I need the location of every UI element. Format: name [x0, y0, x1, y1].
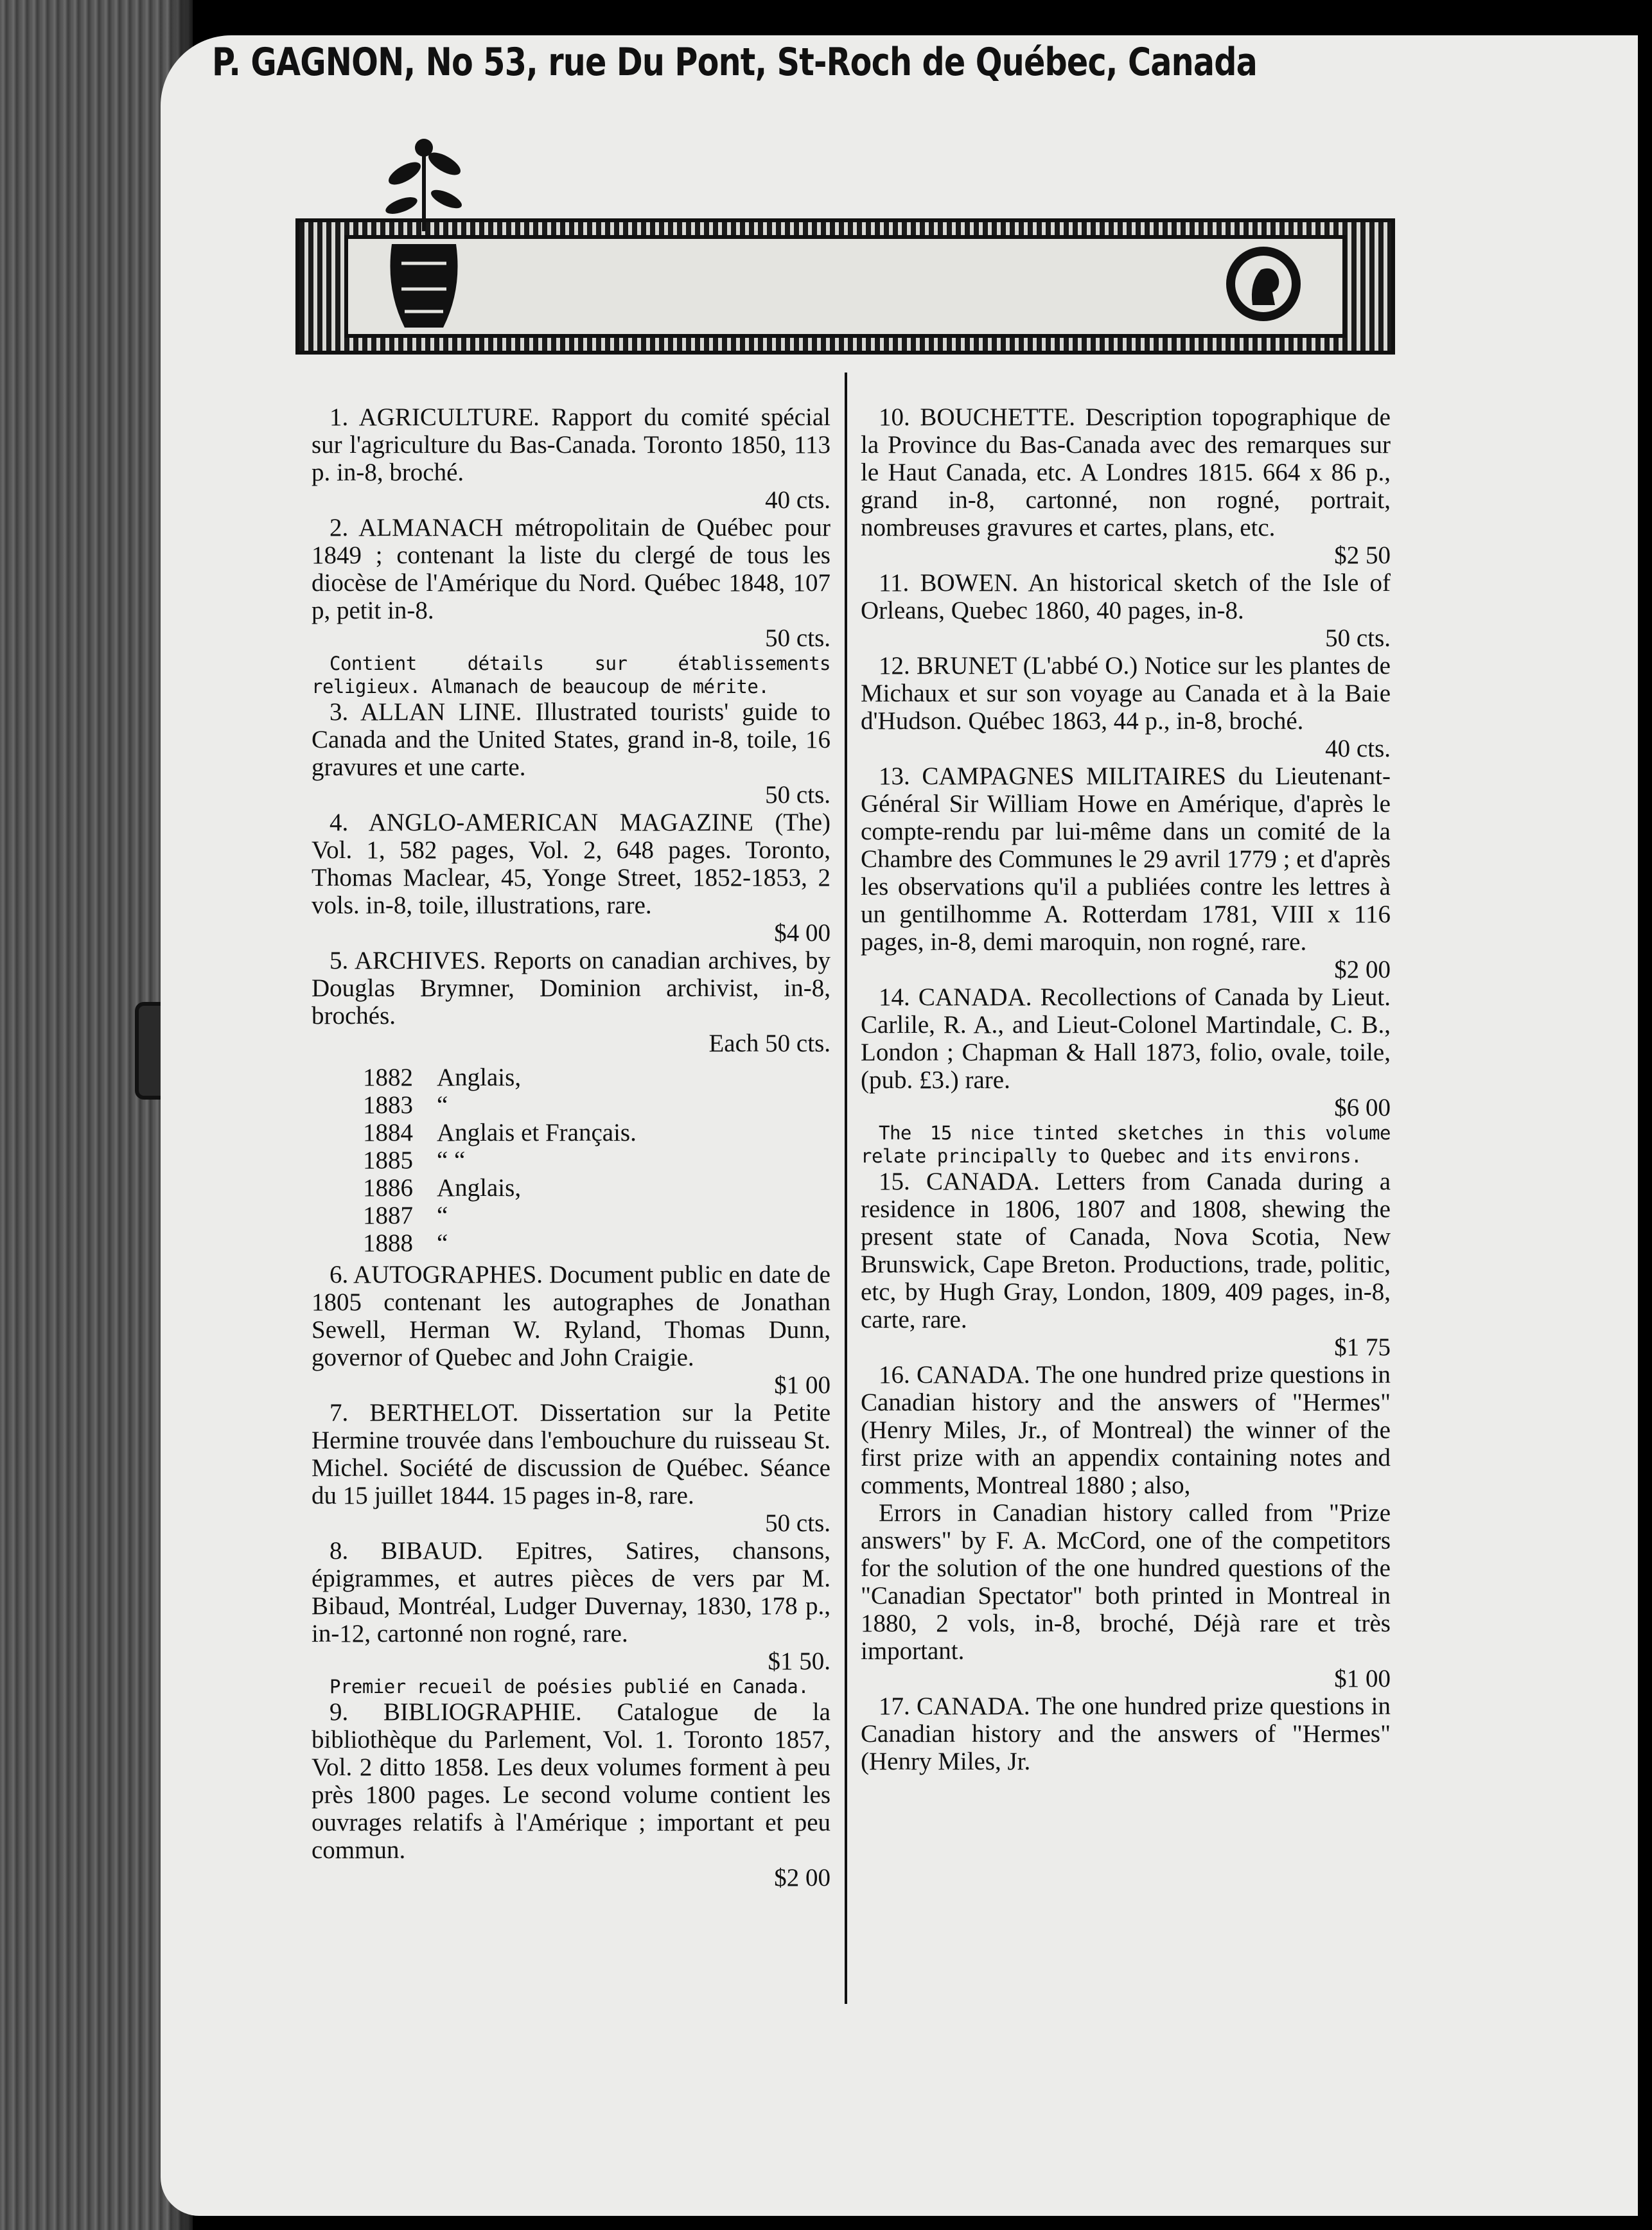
header-title: P. GAGNON, No 53, rue Du Pont, St-Roch de Québec, Canada — [212, 40, 1258, 85]
price-3: 50 cts. — [765, 781, 830, 809]
catalogue-entry-1: 1. AGRICULTURE. Rapport du comité spécial sur l'agriculture du Bas-Canada. Toronto 1850, 113 p. in-8, broché. — [312, 403, 830, 486]
price-6: $1 00 — [774, 1371, 830, 1399]
price-5: Each 50 cts. — [708, 1030, 830, 1057]
year-row: 1885 “ “ — [363, 1146, 466, 1174]
catalogue-entry-10: 10. BOUCHETTE. Description topographique de la Province du Bas-Canada avec des remarques sur le Haut Canada, etc. A Londres 1815. 664 x 86 p., grand in-8, cartonné, non rogné, portrait, nombreuses gravures et cartes, plans, etc. — [861, 403, 1391, 541]
catalogue-entry-8: 8. BIBAUD. Epitres, Satires, chansons, épigrammes, et autres pièces de vers par M. Bibaud, Montréal, Ludger Duvernay, 1830, 178 p., in-12, cartonné non rogné, rare. — [312, 1537, 830, 1647]
price-8: $1 50. — [768, 1647, 830, 1675]
catalogue-entry-14: 14. CANADA. Recollections of Canada by Lieut. Carlile, R. A., and Lieut-Colonel Martindale, C. B., London ; Chapman & Hall 1873, folio, ovale, toile, (pub. £3.) rare. — [861, 983, 1391, 1094]
year-row: 1887 “ — [363, 1202, 448, 1229]
year-row: 1886 Anglais, — [363, 1174, 522, 1202]
catalogue-entry-16: 16. CANADA. The one hundred prize questions in Canadian history and the answers of "Hermes" (Henry Miles, Jr., of Montreal) the winner of the first prize with an appendix containing notes and comments, Montreal 1880 ; also, — [861, 1361, 1391, 1499]
note-14: The 15 nice tinted sketches in this volume relate principally to Quebec and its environs. — [861, 1122, 1391, 1167]
catalogue-entry-9: 9. BIBLIOGRAPHIE. Catalogue de la bibliothèque du Parlement, Vol. 1. Toronto 1857, Vol. 2 ditto 1858. Les deux volumes forment à peu près 1800 pages. Le second volume contient les ouvrages relatifs à l'Amérique ; important et peu commun. — [312, 1698, 830, 1864]
price-2: 50 cts. — [765, 624, 830, 652]
catalogue-entry-16-continued: Errors in Canadian history called from "Prize answers" by F. A. McCord, one of the competitors for the solution of the one hundred questions of the "Canadian Spectator" both printed in Montreal in 1880, 2 vols, in-8, broché, Déjà rare et très important. — [861, 1499, 1391, 1665]
catalogue-entry-17: 17. CANADA. The one hundred prize questions in Canadian history and the answers of "Hermes" (Henry Miles, Jr. — [861, 1692, 1391, 1775]
catalogue-entry-13: 13. CAMPAGNES MILITAIRES du Lieutenant-Général Sir William Howe en Amérique, d'après le compte-rendu par lui-même dans un comité de la Chambre des Communes le 29 avril 1779 ; et d'après les observations qu'il a publiées contre les lettres à un gentilhomme A. Rotterdam 1781, VIII x 116 pages, in-8, demi maroquin, non rogné, rare. — [861, 762, 1391, 956]
catalogue-entry-15: 15. CANADA. Letters from Canada during a residence in 1806, 1807 and 1808, shewing the present state of Canada, Nova Scotia, New Brunswick, Cape Breton. Productions, trade, politic, etc, by Hugh Gray, London, 1809, 409 pages, in-8, carte, rare. — [861, 1168, 1391, 1333]
header-inner-panel — [344, 235, 1346, 338]
catalogue-entry-7: 7. BERTHELOT. Dissertation sur la Petite Hermine trouvée dans l'embouchure du ruisseau St. Michel. Société de discussion de Québec. Séance du 15 juillet 1844. 15 pages in-8, rare. — [312, 1399, 830, 1509]
year-row: 1882 Anglais, — [363, 1064, 522, 1091]
price-7: 50 cts. — [765, 1509, 830, 1537]
year-row: 1888 “ — [363, 1229, 448, 1257]
price-10: $2 50 — [1334, 541, 1391, 569]
price-12: 40 cts. — [1325, 735, 1391, 762]
catalogue-entry-12: 12. BRUNET (L'abbé O.) Notice sur les plantes de Michaux et sur son voyage au Canada et à la Baie d'Hudson. Québec 1863, 44 p., in-8, broché. — [861, 652, 1391, 735]
price-11: 50 cts. — [1325, 624, 1391, 652]
catalogue-entry-3: 3. ALLAN LINE. Illustrated tourists' guide to Canada and the United States, grand in-8, toile, 16 gravures et une carte. — [312, 698, 830, 781]
price-16: $1 00 — [1334, 1665, 1391, 1692]
year-row: 1883 “ — [363, 1091, 448, 1119]
left-column — [312, 403, 830, 1892]
catalogue-entry-6: 6. AUTOGRAPHES. Document public en date de 1805 contenant les autographes de Jonathan Sewell, Herman W. Ryland, Thomas Dunn, governor of Quebec and John Craigie. — [312, 1261, 830, 1371]
right-column — [861, 403, 1391, 1775]
vase-with-plant-icon — [366, 135, 482, 347]
price-9: $2 00 — [774, 1864, 830, 1892]
column-divider — [845, 373, 847, 2004]
note-2: Contient détails sur établissements religieux. Almanach de beaucoup de mérite. — [312, 653, 830, 698]
archives-year-list — [312, 1064, 830, 1257]
catalogue-entry-5: 5. ARCHIVES. Reports on canadian archives, by Douglas Brymner, Dominion archivist, in-8, brochés. — [312, 947, 830, 1030]
portrait-medallion-icon — [1224, 244, 1304, 324]
year-row: 1884 Anglais et Français. — [363, 1119, 637, 1146]
price-15: $1 75 — [1334, 1333, 1391, 1361]
catalogue-entry-2: 2. ALMANACH métropolitain de Québec pour 1849 ; contenant la liste du clergé de tous les diocèse de l'Amérique du Nord. Québec 1848, 107 p, petit in-8. — [312, 514, 830, 624]
price-13: $2 00 — [1334, 956, 1391, 983]
catalogue-entry-4: 4. ANGLO-AMERICAN MAGAZINE (The) Vol. 1, 582 pages, Vol. 2, 648 pages. Toronto, Thomas Maclear, 45, Yonge Street, 1852-1853, 2 vols. in-8, toile, illustrations, rare. — [312, 809, 830, 919]
note-8: Premier recueil de poésies publié en Canada. — [330, 1676, 809, 1698]
price-1: 40 cts. — [765, 486, 830, 514]
catalogue-entry-11: 11. BOWEN. An historical sketch of the Isle of Orleans, Quebec 1860, 40 pages, in-8. — [861, 569, 1391, 624]
price-4: $4 00 — [774, 919, 830, 947]
price-14: $6 00 — [1334, 1094, 1391, 1121]
